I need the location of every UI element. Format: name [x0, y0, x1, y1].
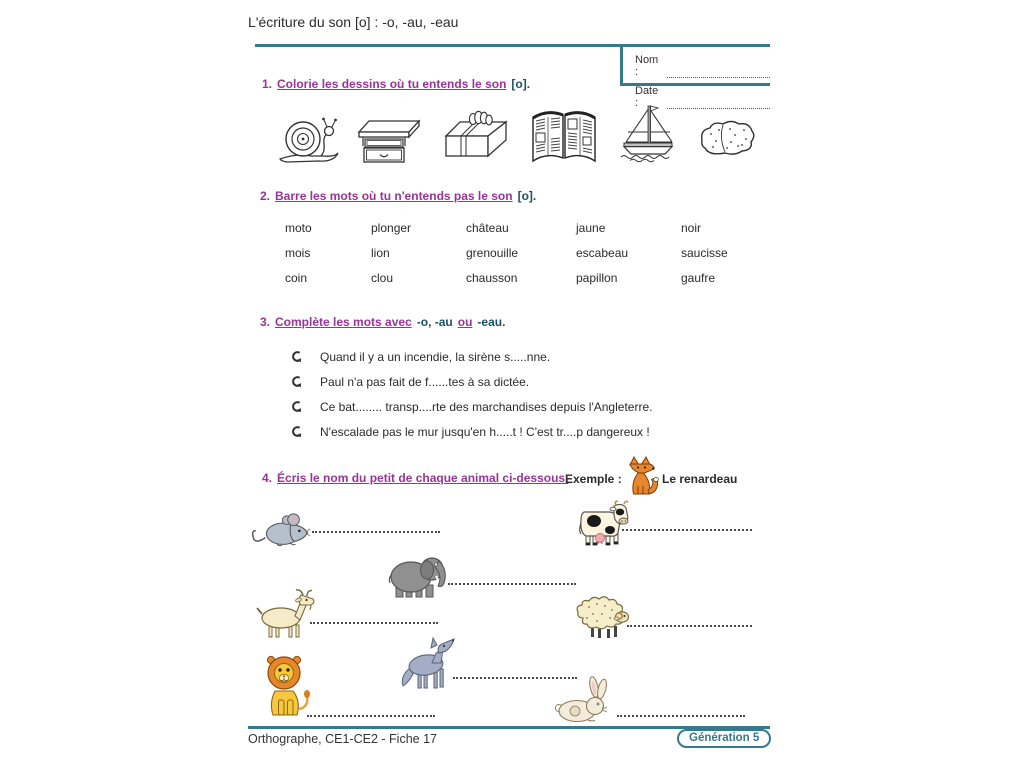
fox-image: [626, 456, 658, 496]
nom-label: Nom :: [635, 54, 659, 78]
sponge-image: [697, 116, 757, 158]
word: moto: [285, 221, 312, 235]
gift-package-image: [441, 110, 509, 162]
word: jaune: [576, 221, 606, 235]
sentence-text: Quand il y a un incendie, la sirène s.....nne.: [320, 349, 551, 364]
elephant-image: [386, 550, 446, 600]
word: gaufre: [681, 271, 716, 285]
sentence-row: [296, 349, 652, 364]
arrow-bullet-icon: [296, 400, 308, 413]
answer-line-elephant: [448, 582, 576, 585]
exercise4-heading: [262, 471, 568, 485]
word: noir: [681, 221, 702, 235]
word: coin: [285, 271, 308, 285]
answer-line-cow: [622, 528, 752, 531]
arrow-bullet-icon: [296, 425, 308, 438]
ex3-link-word: ou: [457, 315, 473, 329]
newspaper-image: [527, 106, 601, 166]
ex1-sound: [o].: [511, 77, 531, 91]
answer-line-mouse: [312, 530, 440, 533]
word: clou: [371, 271, 394, 285]
exercise2-heading: [260, 189, 536, 203]
word: mois: [285, 246, 311, 260]
name-date-box: [620, 47, 770, 109]
nom-row: [635, 54, 770, 78]
sentence-text: Paul n'a pas fait de f......tes à sa dictée.: [320, 374, 530, 389]
ex3-bold1: -o, -au: [416, 315, 453, 329]
word-grid: [285, 221, 751, 296]
date-label: Date :: [635, 85, 659, 109]
sentence-row: [296, 424, 652, 439]
ex4-number: 4.: [262, 471, 273, 485]
footer-reference: Orthographe, CE1-CE2 - Fiche 17: [248, 732, 437, 746]
ex2-sound: [o].: [517, 189, 537, 203]
ex1-heading-text: Colorie les dessins où tu entends le son: [277, 77, 507, 91]
ex3-bold2: -eau.: [477, 315, 506, 329]
nom-field: [667, 67, 770, 78]
ex3-heading-text: Complète les mots avec: [275, 315, 412, 329]
word: château: [466, 221, 509, 235]
nightstand-drawer-image: [356, 116, 422, 166]
word: escabeau: [576, 246, 629, 260]
answer-line-goat: [310, 621, 438, 624]
arrow-bullet-icon: [296, 350, 308, 363]
sentence-row: [296, 399, 652, 414]
snail-image: [277, 112, 341, 166]
word: saucisse: [681, 246, 728, 260]
word: papillon: [576, 271, 618, 285]
sailboat-image: [616, 102, 680, 162]
cow-image: [570, 500, 628, 550]
sentence-text: Ce bat........ transp....rte des marchandises depuis l'Angleterre.: [320, 399, 653, 414]
date-field: [667, 98, 770, 109]
sentence-list: [296, 349, 652, 439]
ex2-number: 2.: [260, 189, 271, 203]
answer-line-lion: [307, 714, 435, 717]
sheep-image: [569, 590, 631, 640]
lion-image: [257, 651, 311, 719]
sentence-text: N'escalade pas le mur jusqu'en h.....t ! C'est tr....p dangereux !: [320, 424, 650, 439]
word: lion: [371, 246, 390, 260]
arrow-bullet-icon: [296, 375, 308, 388]
word: grenouille: [466, 246, 519, 260]
word: plonger: [371, 221, 412, 235]
page-title: L'écriture du son [o] : -o, -au, -eau: [248, 14, 459, 30]
wolf-image: [396, 636, 460, 692]
example-answer: Le renardeau: [662, 472, 738, 486]
goat-image: [251, 589, 319, 639]
rabbit-image: [550, 676, 614, 724]
word: chausson: [466, 271, 518, 285]
example-label: Exemple :: [565, 472, 622, 486]
answer-line-sheep: [627, 624, 752, 627]
answer-line-rabbit: [617, 714, 745, 717]
ex2-heading-text: Barre les mots où tu n'entends pas le son: [275, 189, 513, 203]
exercise3-heading: [260, 315, 505, 329]
ex3-number: 3.: [260, 315, 271, 329]
mouse-image: [250, 504, 310, 548]
ex4-heading-text: Écris le nom du petit de chaque animal ci-dessous.: [277, 471, 569, 485]
ex1-number: 1.: [262, 77, 273, 91]
sentence-row: [296, 374, 652, 389]
publisher-badge: Génération 5: [677, 729, 771, 748]
exercise1-heading: [262, 77, 530, 91]
